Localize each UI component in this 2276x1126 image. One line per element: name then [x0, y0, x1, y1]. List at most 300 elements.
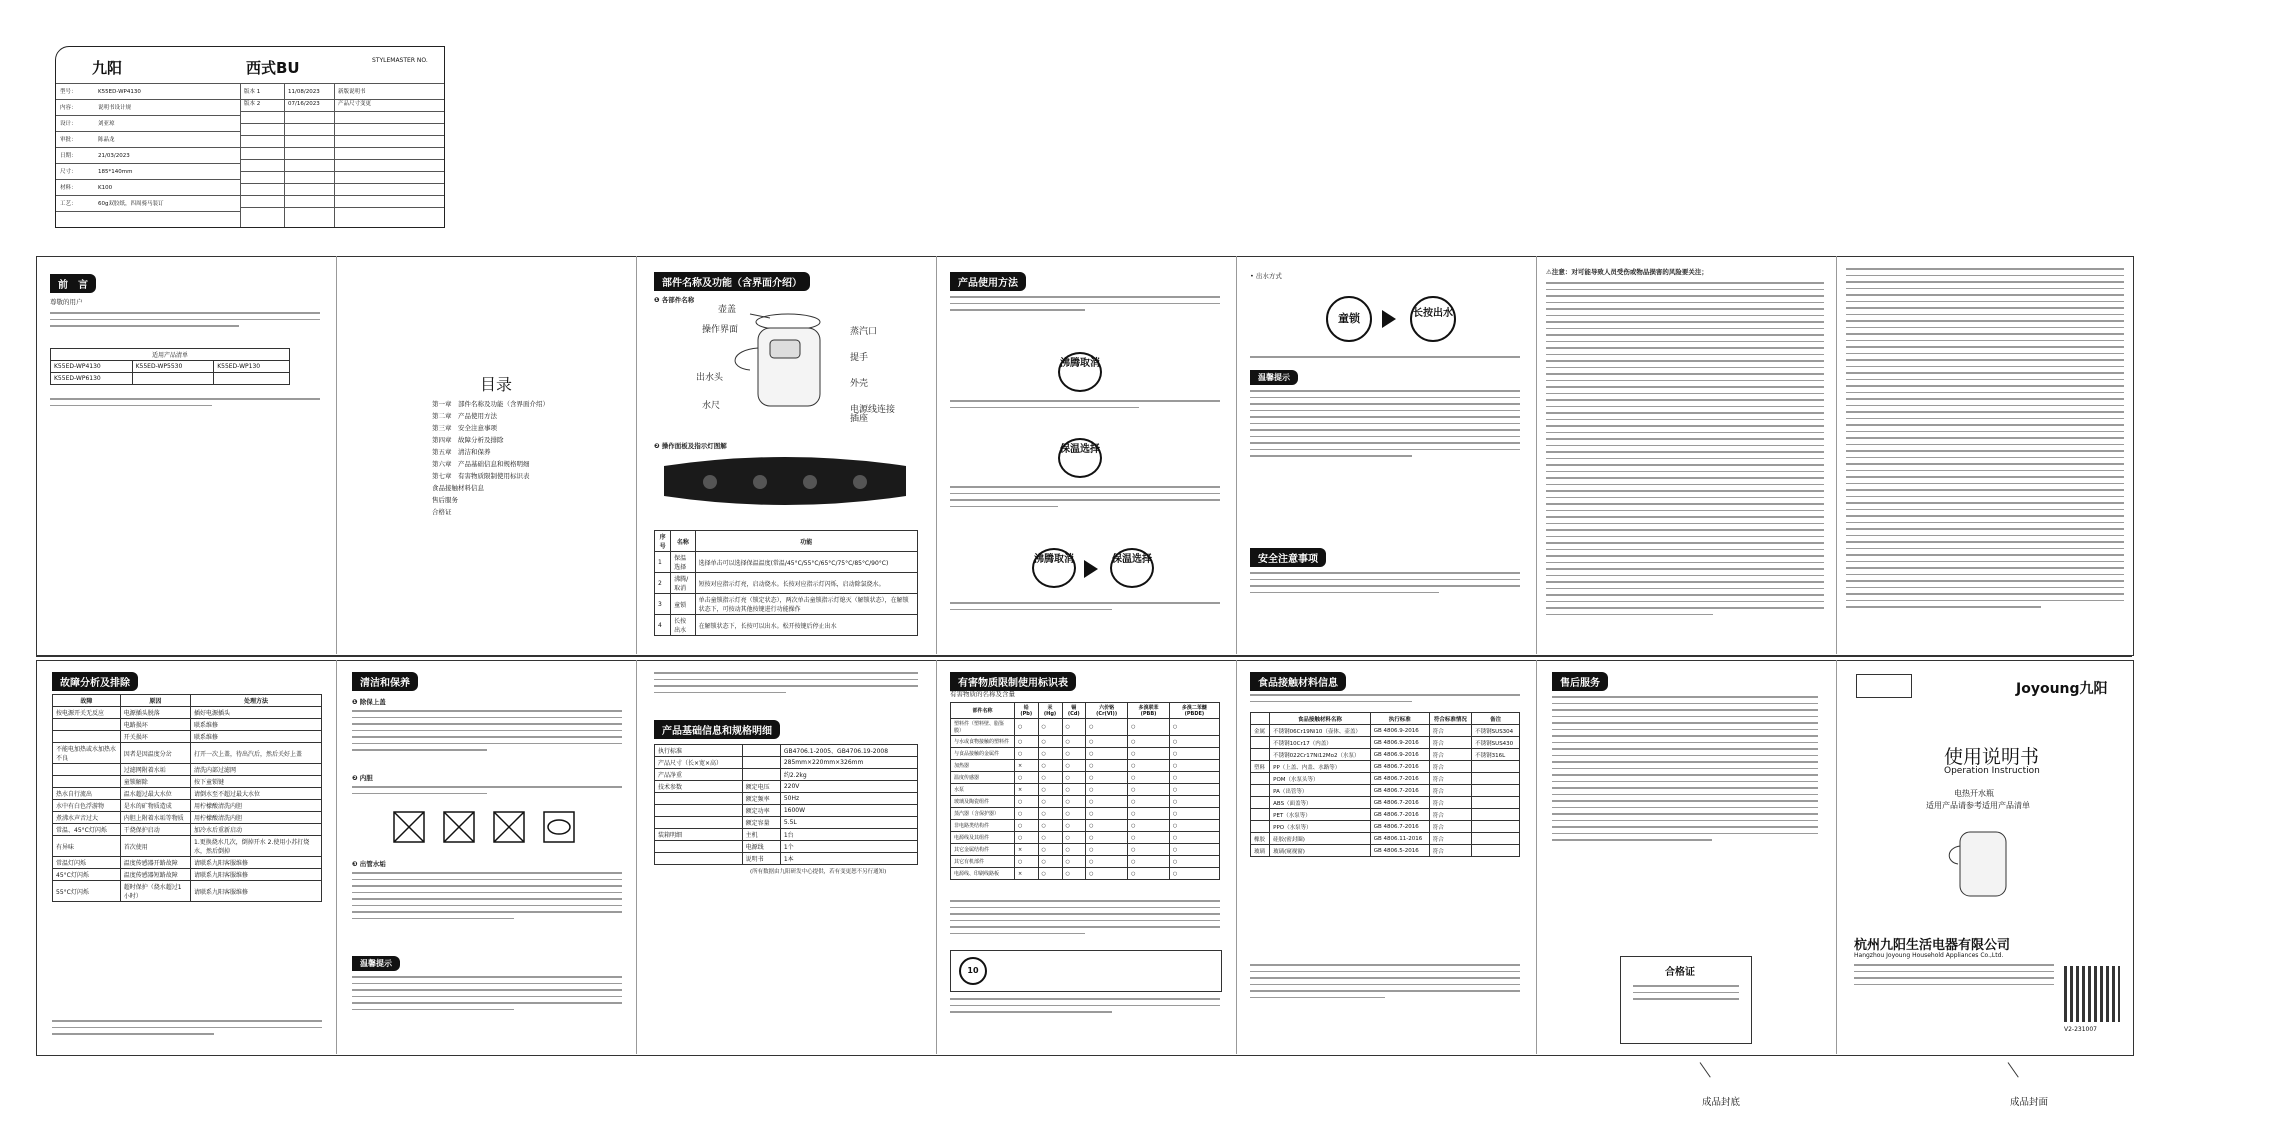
basic-row — [655, 817, 918, 829]
table-cell: 金属 — [1251, 725, 1270, 737]
table-cell: ○ — [1038, 784, 1062, 796]
table-cell: 水泵 — [951, 784, 1015, 796]
spec-row — [60, 199, 164, 209]
toc-item[interactable]: 第四章 故障分析及排除 — [432, 436, 504, 444]
hazard-row — [951, 868, 1220, 880]
table-cell: 按下童锁键 — [191, 776, 322, 788]
service-title: 售后服务 — [1552, 672, 1608, 691]
panel-parts — [640, 262, 930, 652]
table-cell: 产品尺寸（长×宽×高） — [655, 757, 743, 769]
table-cell: 1台 — [780, 829, 917, 841]
table-cell: 是水的矿物质造成 — [120, 800, 190, 812]
table-cell: ○ — [1086, 772, 1128, 784]
parts-title: 部件名称及功能（含界面介绍） — [654, 272, 810, 291]
table-cell: GB 4806.9-2016 — [1370, 749, 1429, 761]
panel-hazard — [940, 664, 1230, 1052]
table-cell — [655, 841, 743, 853]
toc-item[interactable]: 第一章 部件名称及功能（含界面介绍） — [432, 400, 549, 408]
table-cell: 保温选择 — [671, 552, 695, 573]
spec-version-row — [244, 87, 438, 97]
table-cell: ○ — [1128, 832, 1170, 844]
spec-row — [60, 151, 130, 161]
fault-row — [53, 764, 322, 776]
spec-key: 型号： — [60, 89, 77, 95]
panel-warning — [1540, 262, 1830, 652]
table-cell: 温度传感器 — [951, 772, 1015, 784]
table-cell: PP（上盖、内盖、水路等） — [1270, 761, 1371, 773]
table-cell: ○ — [1086, 808, 1128, 820]
table-cell: ○ — [1038, 719, 1062, 736]
table-cell: ○ — [1169, 856, 1219, 868]
table-cell — [1251, 809, 1270, 821]
boil-button-icon-2: 沸腾取消 — [1032, 548, 1076, 588]
table-cell: ○ — [1128, 796, 1170, 808]
table-cell: 50Hz — [780, 793, 917, 805]
panel-warning-continued — [1840, 262, 2130, 652]
table-cell: ○ — [1038, 760, 1062, 772]
table-cell: ○ — [1169, 760, 1219, 772]
parts-sub1: ❶ 各部件名称 — [654, 296, 695, 304]
models-title: 适用产品清单 — [51, 349, 290, 361]
qr-code — [2064, 966, 2120, 1022]
table-cell: 额定电压 — [742, 781, 780, 793]
cover-subtitle: Operation Instruction — [1944, 766, 2040, 776]
table-cell: 不锈钢SUS430 — [1472, 737, 1520, 749]
food-row — [1251, 821, 1520, 833]
spec-series: 西式BU — [246, 59, 300, 77]
table-header-cell: 铅(Pb) — [1015, 703, 1039, 719]
table-cell: 产品净重 — [655, 769, 743, 781]
toc-item[interactable]: 售后服务 — [432, 496, 458, 504]
basic-table — [654, 744, 918, 865]
cover-title: 使用说明书 — [1944, 746, 2040, 768]
toc-item[interactable]: 第七章 有害物质限制使用标识表 — [432, 472, 530, 480]
table-cell — [1251, 821, 1270, 833]
hazard-row — [951, 832, 1220, 844]
spec-value: K100 — [98, 185, 113, 191]
fault-row — [53, 881, 322, 902]
hazard-row — [951, 772, 1220, 784]
table-cell: 与水或食物接触的塑料件 — [951, 736, 1015, 748]
table-cell: ABS（面盖等） — [1270, 797, 1371, 809]
hazard-row — [951, 760, 1220, 772]
safety-title: 安全注意事项 — [1250, 548, 1326, 567]
table-cell: ○ — [1015, 736, 1039, 748]
table-cell: 玻璃及陶瓷组件 — [951, 796, 1015, 808]
table-cell: ○ — [1086, 868, 1128, 880]
fault-row — [53, 788, 322, 800]
table-cell: 联系维修 — [191, 719, 322, 731]
table-cell: ○ — [1038, 748, 1062, 760]
table-cell: ○ — [1062, 856, 1086, 868]
table-cell: 不锈钢316L — [1472, 749, 1520, 761]
function-table — [654, 530, 918, 636]
table-cell: 符合 — [1429, 797, 1471, 809]
table-cell: ○ — [1086, 748, 1128, 760]
keep-warm-button-icon: 保温选择 — [1058, 438, 1102, 478]
table-header-cell — [1251, 713, 1270, 725]
hazard-row — [951, 808, 1220, 820]
table-cell: 短按对应指示灯亮，启动烧水。长按对应指示灯闪烁，启动除氯烧水。 — [695, 573, 917, 594]
hazard-row — [951, 820, 1220, 832]
table-cell: 符合 — [1429, 749, 1471, 761]
spec-row — [60, 135, 115, 145]
cover-product: 电热开水瓶 — [1954, 789, 1994, 798]
toc-item[interactable]: 第六章 产品基础信息和规格明细 — [432, 460, 530, 468]
table-cell: 蒸汽器（含保护器） — [951, 808, 1015, 820]
hazard-row — [951, 856, 1220, 868]
table-cell: 额定容量 — [742, 817, 780, 829]
hazard-row — [951, 736, 1220, 748]
table-header-cell: 食品接触材料名称 — [1270, 713, 1371, 725]
table-cell: ○ — [1169, 736, 1219, 748]
table-cell: 加热器 — [951, 760, 1015, 772]
table-cell: PPO（水泵等） — [1270, 821, 1371, 833]
panel-clean — [340, 664, 630, 1052]
spec-version-ver: 版本 1 — [244, 89, 261, 95]
function-row — [655, 552, 918, 573]
table-cell: 执行标准 — [655, 745, 743, 757]
table-cell: 塑料件（塑料壁、脂鉴膜） — [951, 719, 1015, 736]
table-cell: 电路损坏 — [120, 719, 190, 731]
basic-note: (所有数据由九阳研发中心提供，若有变更恕不另行通知) — [750, 869, 887, 875]
fault-row — [53, 743, 322, 764]
food-row — [1251, 725, 1520, 737]
fault-row — [53, 812, 322, 824]
table-cell: 1600W — [780, 805, 917, 817]
company-name-en: Hangzhou Joyoung Household Appliances Co.,Ltd. — [1854, 952, 2004, 959]
table-cell — [1472, 845, 1520, 857]
table-cell: GB 4806.11-2016 — [1370, 833, 1429, 845]
part-label-gauge: 水尺 — [702, 401, 721, 411]
function-row — [655, 615, 918, 636]
table-cell: 1个 — [780, 841, 917, 853]
table-cell — [1251, 749, 1270, 761]
spec-value: 陈晶龙 — [98, 137, 115, 143]
table-cell: GB 4806.7-2016 — [1370, 773, 1429, 785]
table-cell: 符合 — [1429, 785, 1471, 797]
hazard-row — [951, 784, 1220, 796]
outlet-mode: • 出水方式 — [1250, 272, 1282, 280]
spec-row — [60, 183, 112, 193]
basic-row — [655, 793, 918, 805]
table-cell: ○ — [1038, 808, 1062, 820]
food-row — [1251, 833, 1520, 845]
table-cell: 用柠檬酸清洗内胆 — [191, 800, 322, 812]
table-header-cell: 备注 — [1472, 713, 1520, 725]
table-cell: 请倒水至不超过最大水位 — [191, 788, 322, 800]
table-cell: ○ — [1062, 772, 1086, 784]
food-row — [1251, 737, 1520, 749]
panel-fault — [40, 664, 330, 1052]
table-cell: × — [1015, 784, 1039, 796]
table-cell: ○ — [1038, 868, 1062, 880]
table-cell: ○ — [1062, 844, 1086, 856]
spec-key: 材料： — [60, 185, 77, 191]
table-cell: PET（水泵等） — [1270, 809, 1371, 821]
table-cell: ○ — [1128, 772, 1170, 784]
spec-row — [60, 119, 115, 129]
parts-sub2: ❷ 操作面板及指示灯图解 — [654, 442, 727, 450]
table-header-cell: 处理方法 — [191, 695, 322, 707]
table-cell — [655, 853, 743, 865]
spec-row — [60, 167, 132, 177]
table-cell: 电源线及其组件 — [951, 832, 1015, 844]
table-cell: ○ — [1062, 736, 1086, 748]
basic-row — [655, 853, 918, 865]
keep-warm-button-icon-2: 保温选择 — [1110, 548, 1154, 588]
hazard-row — [951, 719, 1220, 736]
table-cell: 电源线、印刷线路板 — [951, 868, 1015, 880]
table-cell: 内胆上附着水垢等物质 — [120, 812, 190, 824]
table-cell: 额定频率 — [742, 793, 780, 805]
table-header-cell: 汞(Hg) — [1038, 703, 1062, 719]
table-cell: 温度传感器开路故障 — [120, 857, 190, 869]
basic-row — [655, 781, 918, 793]
table-cell: ○ — [1169, 868, 1219, 880]
table-cell: ○ — [1169, 784, 1219, 796]
table-cell: 符合 — [1429, 761, 1471, 773]
boil-button-icon: 沸腾取消 — [1058, 352, 1102, 392]
table-cell: 热水自行流出 — [53, 788, 121, 800]
table-cell: ○ — [1086, 820, 1128, 832]
table-cell: 装箱明细 — [655, 829, 743, 841]
certificate-title: 合格证 — [1665, 967, 1695, 978]
table-cell: ○ — [1086, 719, 1128, 736]
table-cell: ○ — [1062, 808, 1086, 820]
table-cell: 电源插头脱落 — [120, 707, 190, 719]
table-cell: ○ — [1015, 808, 1039, 820]
warning-title: ⚠注意：对可能导致人员受伤或物品损害的风险要关注； — [1546, 268, 1708, 276]
table-cell: 220V — [780, 781, 917, 793]
control-panel-illustration — [660, 456, 910, 512]
table-cell: ○ — [1086, 856, 1128, 868]
table-cell: ○ — [1169, 808, 1219, 820]
table-cell: GB 4806.7-2016 — [1370, 809, 1429, 821]
table-cell: ○ — [1128, 748, 1170, 760]
table-cell: 有异味 — [53, 836, 121, 857]
basic-row — [655, 769, 918, 781]
table-cell: 约2.2kg — [780, 769, 917, 781]
table-cell: ○ — [1086, 796, 1128, 808]
table-cell: ○ — [1128, 856, 1170, 868]
clean-sub2: ❷ 内胆 — [352, 774, 373, 782]
table-cell: ○ — [1086, 760, 1128, 772]
model-cell: K55ED-WP5530 — [132, 361, 214, 373]
table-cell: ○ — [1128, 808, 1170, 820]
table-cell: 额定功率 — [742, 805, 780, 817]
function-row — [655, 594, 918, 615]
cover-version: V2-231007 — [2064, 1026, 2097, 1033]
table-cell: 5.5L — [780, 817, 917, 829]
recycle-box — [950, 950, 1222, 992]
panel-usage — [940, 262, 1230, 652]
table-cell: ○ — [1062, 832, 1086, 844]
panel-service — [1540, 664, 1830, 1052]
table-cell — [1472, 821, 1520, 833]
table-cell: GB 4806.7-2016 — [1370, 797, 1429, 809]
spec-key: 设计： — [60, 121, 77, 127]
table-cell — [742, 769, 780, 781]
spec-key: 尺寸： — [60, 169, 77, 175]
table-cell: ○ — [1062, 796, 1086, 808]
table-cell: ○ — [1038, 832, 1062, 844]
table-cell: 电源线 — [742, 841, 780, 853]
table-cell: 1 — [655, 552, 671, 573]
table-cell: 285mm×220mm×326mm — [780, 757, 917, 769]
table-cell: 加冷水后重新启动 — [191, 824, 322, 836]
table-cell — [1472, 785, 1520, 797]
table-cell: 过滤网附着水垢 — [120, 764, 190, 776]
table-cell: ○ — [1128, 868, 1170, 880]
toc-item[interactable]: 第三章 安全注意事项 — [432, 424, 497, 432]
part-label-panel: 操作界面 — [702, 325, 739, 335]
table-header-cell: 镉(Cd) — [1062, 703, 1086, 719]
table-cell: 玻璃 — [1251, 845, 1270, 857]
table-header-cell: 功能 — [695, 531, 917, 552]
model-cell: K55ED-WP6130 — [51, 373, 133, 385]
table-cell: × — [1015, 844, 1039, 856]
table-cell: 符合 — [1429, 809, 1471, 821]
table-cell: ○ — [1128, 760, 1170, 772]
spec-stylemaster: STYLEMASTER NO. — [372, 57, 428, 64]
food-table — [1250, 712, 1520, 857]
toc-item[interactable]: 第五章 清洁和保养 — [432, 448, 491, 456]
table-cell: ○ — [1015, 719, 1039, 736]
back-cover-label: 成品封底 — [1702, 1097, 1741, 1108]
table-header-cell: 故障 — [53, 695, 121, 707]
table-cell: 清洗内部过滤网 — [191, 764, 322, 776]
table-cell: 符合 — [1429, 725, 1471, 737]
food-title: 食品接触材料信息 — [1250, 672, 1346, 691]
table-cell: 非电路类结构件 — [951, 820, 1015, 832]
model-cell: K55ED-WP4130 — [51, 361, 133, 373]
table-cell: 因者是因温度分岔 — [120, 743, 190, 764]
table-cell: × — [1015, 868, 1039, 880]
table-cell: 单击童锁指示灯亮（锁定状态），两次单击童锁指示灯熄灭（解锁状态），在解锁状态下，可按动其他按键进行功能操作 — [695, 594, 917, 615]
fault-row — [53, 857, 322, 869]
table-cell: 55°C灯闪烁 — [53, 881, 121, 902]
basic-row — [655, 757, 918, 769]
table-cell: 常温、45°C灯闪烁 — [53, 824, 121, 836]
table-cell: 4 — [655, 615, 671, 636]
table-cell: ○ — [1062, 868, 1086, 880]
table-cell: 首次使用 — [120, 836, 190, 857]
table-cell: ○ — [1128, 784, 1170, 796]
panel-outlet — [1240, 262, 1530, 652]
table-cell — [742, 745, 780, 757]
table-cell: 按电源开关无反应 — [53, 707, 121, 719]
cover-product-illustration — [1940, 822, 2030, 902]
table-cell: 符合 — [1429, 821, 1471, 833]
table-header-cell: 多溴二苯醚(PBDE) — [1169, 703, 1219, 719]
food-row — [1251, 797, 1520, 809]
spec-value: 185*140mm — [98, 169, 133, 175]
table-cell: GB 4806.5-2016 — [1370, 845, 1429, 857]
fault-row — [53, 719, 322, 731]
spec-version-row — [244, 99, 438, 109]
table-cell: ○ — [1062, 820, 1086, 832]
table-cell: 不锈钢10Cr17（内盖） — [1270, 737, 1371, 749]
spec-key: 日期： — [60, 153, 77, 159]
table-cell — [53, 776, 121, 788]
table-header-cell: 名称 — [671, 531, 695, 552]
table-cell: ○ — [1062, 760, 1086, 772]
table-cell: 常温灯闪烁 — [53, 857, 121, 869]
certification-badge — [1856, 674, 1912, 698]
table-header-cell: 执行标准 — [1370, 713, 1429, 725]
table-cell: 打开一次上盖，待出汽后，然后关好上盖 — [191, 743, 322, 764]
table-cell: ○ — [1169, 748, 1219, 760]
table-cell: ○ — [1169, 844, 1219, 856]
table-cell: ○ — [1086, 844, 1128, 856]
table-cell: 主机 — [742, 829, 780, 841]
spec-key: 工艺： — [60, 201, 77, 207]
hazard-title: 有害物质限制使用标识表 — [950, 672, 1076, 691]
preface-title: 前 言 — [50, 274, 96, 293]
panel-preface — [40, 262, 330, 652]
table-cell — [1251, 797, 1270, 809]
table-cell — [655, 817, 743, 829]
table-cell: ○ — [1128, 844, 1170, 856]
spec-row — [60, 87, 141, 97]
table-cell: ○ — [1169, 832, 1219, 844]
clean-sub1: ❶ 除保上盖 — [352, 698, 386, 706]
hazard-row — [951, 748, 1220, 760]
table-cell: ○ — [1062, 748, 1086, 760]
table-cell: 不锈钢022Cr17Ni12Mo2（水泵） — [1270, 749, 1371, 761]
table-cell — [1472, 809, 1520, 821]
table-cell: 2 — [655, 573, 671, 594]
table-cell: ○ — [1128, 820, 1170, 832]
table-cell: 超时保护（烧水超过1小时） — [120, 881, 190, 902]
table-cell: ○ — [1015, 820, 1039, 832]
recycle-icon: 10 — [959, 957, 987, 985]
table-cell: 不锈钢06Cr19Ni10（壶体、壶盖） — [1270, 725, 1371, 737]
spec-row — [60, 103, 131, 113]
table-cell: 童锁解除 — [120, 776, 190, 788]
table-cell: 干烧保护启动 — [120, 824, 190, 836]
basic-row — [655, 805, 918, 817]
table-cell: 童锁 — [671, 594, 695, 615]
preface-greeting: 尊敬的用户 — [50, 298, 83, 306]
model-cell: K55ED-WP130 — [214, 361, 290, 373]
table-cell: 请联系九阳客服维修 — [191, 857, 322, 869]
fault-row — [53, 836, 322, 857]
table-header-cell: 六价铬(Cr(VI)) — [1086, 703, 1128, 719]
toc-item[interactable]: 食品接触材料信息 — [432, 484, 484, 492]
table-cell: 塑料 — [1251, 761, 1270, 773]
toc-item[interactable]: 第二章 产品使用方法 — [432, 412, 497, 420]
front-cover-label: 成品封面 — [2010, 1097, 2049, 1108]
panel-toc — [340, 262, 630, 652]
certificate-box — [1620, 956, 1752, 1044]
table-cell: 用柠檬酸清洗内胆 — [191, 812, 322, 824]
toc-item[interactable]: 合格证 — [432, 508, 452, 516]
table-cell: ○ — [1038, 796, 1062, 808]
table-cell — [1251, 773, 1270, 785]
table-cell: GB 4806.9-2016 — [1370, 725, 1429, 737]
spec-value: 说明书设计规 — [98, 105, 132, 111]
table-cell: ○ — [1169, 796, 1219, 808]
toc-list — [432, 398, 549, 518]
table-cell — [1472, 797, 1520, 809]
spec-brand: 九阳 — [92, 59, 123, 77]
table-cell — [1472, 833, 1520, 845]
table-cell: 1.更换烧水几次，倒掉开水 2.使用小苏打烧水，然后倒掉 — [191, 836, 322, 857]
table-cell: ○ — [1128, 719, 1170, 736]
function-row — [655, 573, 918, 594]
